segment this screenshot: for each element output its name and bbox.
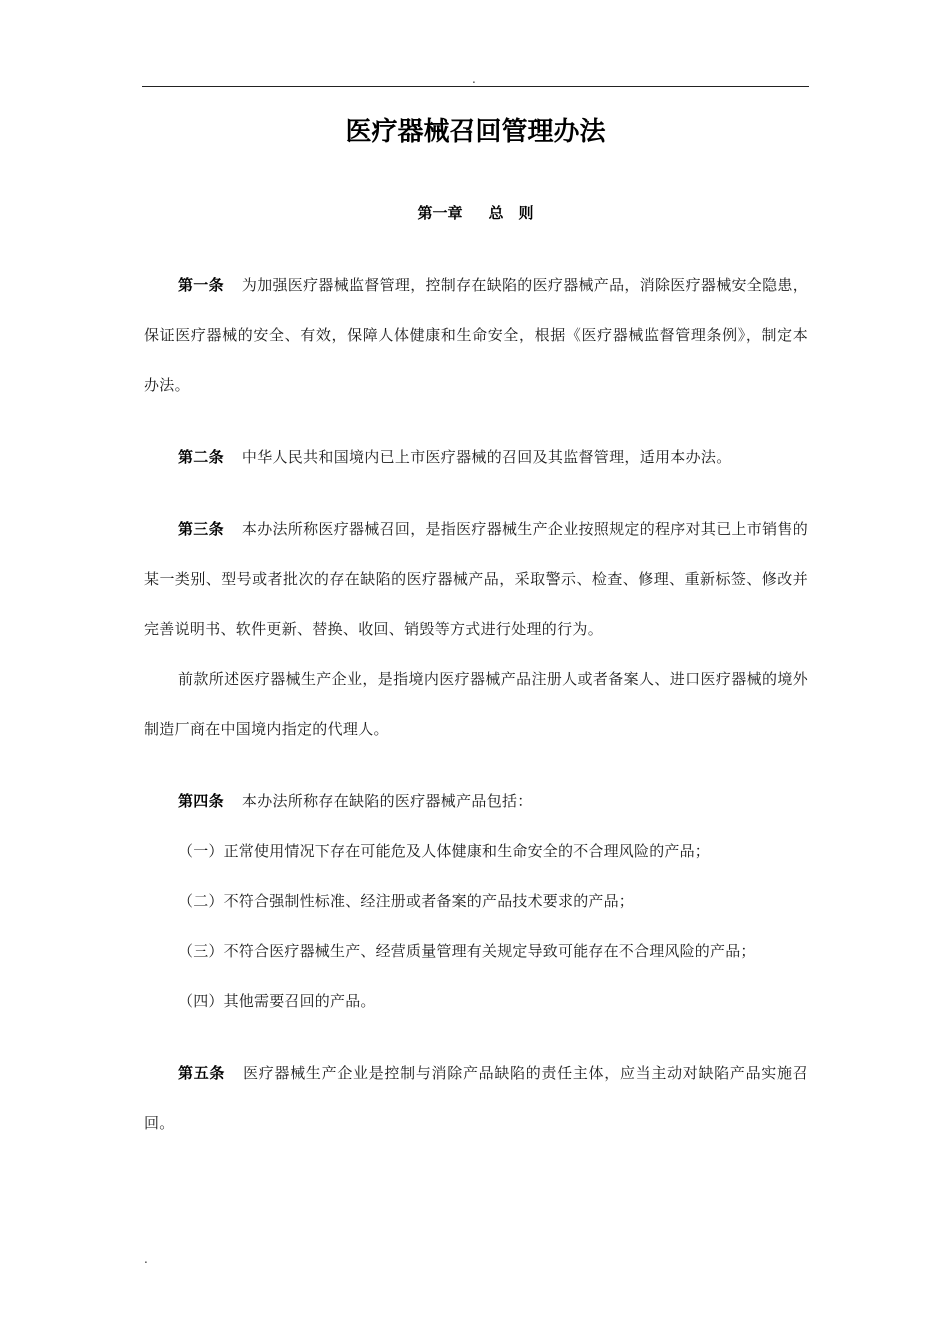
article-label: 第五条 xyxy=(178,1064,226,1082)
document-body xyxy=(144,260,808,1148)
footer-mark: . xyxy=(144,1252,148,1266)
list-item: （三）不符合医疗器械生产、经营质量管理有关规定导致可能存在不合理风险的产品； xyxy=(178,942,756,960)
article-text: 医疗器械生产企业是控制与消除产品缺陷的责任主体，应当主动对缺陷产品实施召回。 xyxy=(144,1064,808,1132)
article-3-extra-paragraph: 前款所述医疗器械生产企业，是指境内医疗器械产品注册人或者备案人、进口医疗器械的境外制造厂商在中国境内指定的代理人。 xyxy=(144,670,808,738)
article-1 xyxy=(144,260,808,410)
list-item: （一）正常使用情况下存在可能危及人体健康和生命安全的不合理风险的产品； xyxy=(178,842,711,860)
article-text: 中华人民共和国境内已上市医疗器械的召回及其监督管理，适用本办法。 xyxy=(241,448,732,466)
article-label: 第四条 xyxy=(178,792,224,810)
article-text: 本办法所称存在缺陷的医疗器械产品包括： xyxy=(241,792,533,810)
chapter-number: 第一章 xyxy=(417,204,463,222)
article-label: 第二条 xyxy=(178,448,224,466)
chapter-name: 总 则 xyxy=(488,204,534,222)
article-label: 第三条 xyxy=(178,520,224,538)
header-rule xyxy=(142,86,809,87)
document-title: 医疗器械召回管理办法 xyxy=(345,117,606,147)
article-label: 第一条 xyxy=(178,276,224,294)
list-item: （二）不符合强制性标准、经注册或者备案的产品技术要求的产品； xyxy=(178,892,635,910)
article-text: 本办法所称医疗器械召回，是指医疗器械生产企业按照规定的程序对其已上市销售的某一类别、型号或者批次的存在缺陷的医疗器械产品，采取警示、检查、修理、重新标签、修改并完善说明书、软件更新、替换、收回、销毁等方式进行处理的行为。 xyxy=(144,520,809,638)
article-2 xyxy=(144,432,808,482)
list-item: （四）其他需要召回的产品。 xyxy=(178,992,376,1010)
article-5 xyxy=(144,1048,808,1148)
article-4 xyxy=(144,776,808,826)
article-3 xyxy=(144,504,808,654)
header-mark: . xyxy=(472,72,476,86)
article-text: 为加强医疗器械监督管理，控制存在缺陷的医疗器械产品，消除医疗器械安全隐患，保证医疗器械的安全、有效，保障人体健康和生命安全，根据《医疗器械监督管理条例》，制定本办法。 xyxy=(144,276,809,394)
chapter-heading xyxy=(142,200,809,226)
